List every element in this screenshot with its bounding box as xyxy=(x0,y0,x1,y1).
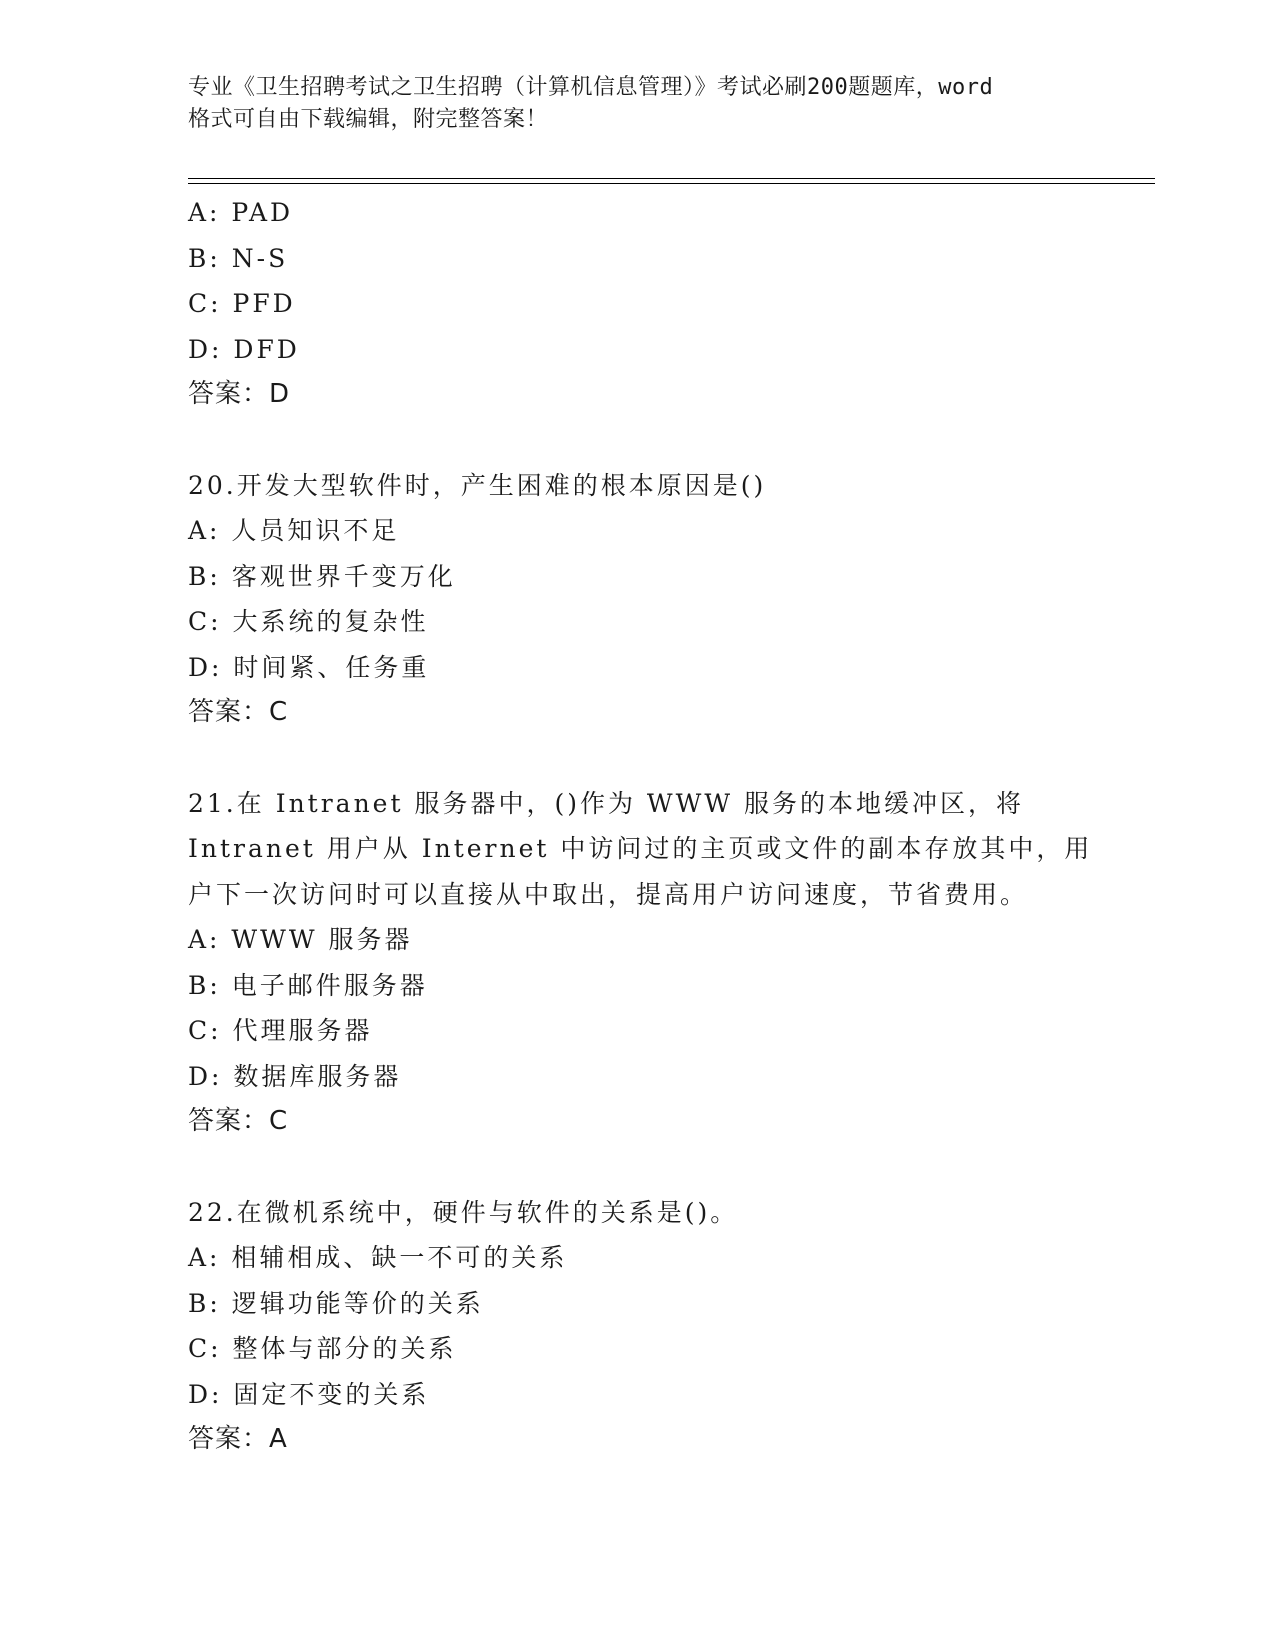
header-line-2: 格式可自由下载编辑，附完整答案！ xyxy=(188,107,549,132)
question-stem-line-2: Intranet 用户从 Internet 中访问过的主页或文件的副本存放其中，用 xyxy=(188,834,1093,863)
option-d: D: 数据库服务器 xyxy=(188,1061,402,1091)
question-list xyxy=(188,190,1148,1463)
answer: 答案：C xyxy=(188,1106,289,1136)
question-20 xyxy=(188,463,1148,736)
option-c: C: 整体与部分的关系 xyxy=(188,1334,457,1363)
option-c: C: 代理服务器 xyxy=(188,1016,373,1045)
option-a: A: PAD xyxy=(188,198,294,227)
answer: 答案：D xyxy=(188,379,291,409)
answer: 答案：A xyxy=(188,1424,288,1454)
option-c: C: PFD xyxy=(188,289,296,318)
question-stem: 22.在微机系统中，硬件与软件的关系是()。 xyxy=(188,1197,739,1227)
option-a: A: 相辅相成、缺一不可的关系 xyxy=(188,1243,568,1272)
header-divider xyxy=(188,178,1155,184)
document-header xyxy=(188,72,1088,136)
option-c: C: 大系统的复杂性 xyxy=(188,607,429,636)
option-d: D: DFD xyxy=(188,334,300,364)
option-b: B: 逻辑功能等价的关系 xyxy=(188,1288,484,1318)
answer: 答案：C xyxy=(188,697,289,727)
question-21 xyxy=(188,781,1148,1145)
question-stem: 20.开发大型软件时，产生困难的根本原因是() xyxy=(188,470,767,500)
question-19 xyxy=(188,190,1148,418)
question-stem-line-1: 21.在 Intranet 服务器中，()作为 WWW 服务的本地缓冲区，将 xyxy=(188,788,1024,818)
option-a: A: 人员知识不足 xyxy=(188,516,400,545)
question-22 xyxy=(188,1190,1148,1463)
option-b: B: N-S xyxy=(188,243,289,273)
option-d: D: 时间紧、任务重 xyxy=(188,652,430,682)
option-a: A: WWW 服务器 xyxy=(188,925,413,954)
option-b: B: 电子邮件服务器 xyxy=(188,970,428,1000)
header-line-1: 专业《卫生招聘考试之卫生招聘（计算机信息管理）》考试必刷200题题库，word xyxy=(188,75,994,100)
option-d: D: 固定不变的关系 xyxy=(188,1379,430,1409)
option-b: B: 客观世界千变万化 xyxy=(188,561,456,591)
question-stem-line-3: 户下一次访问时可以直接从中取出，提高用户访问速度，节省费用。 xyxy=(188,879,1029,909)
